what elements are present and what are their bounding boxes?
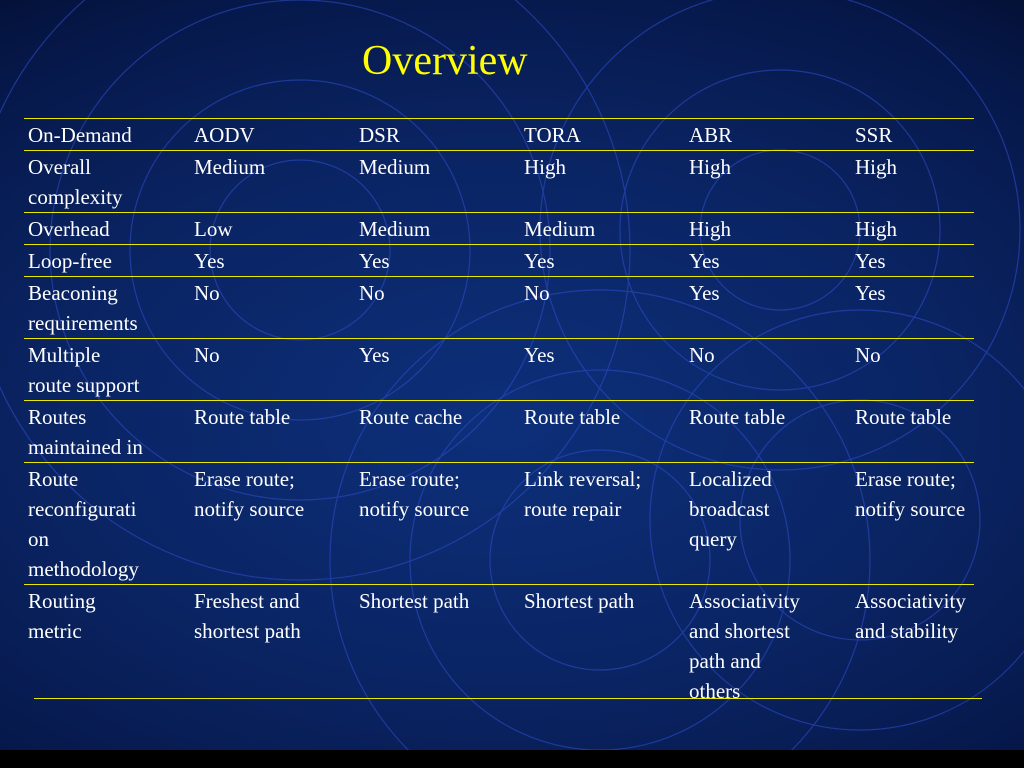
cell-line: Link reversal; <box>524 467 642 491</box>
table-cell <box>851 151 974 213</box>
table-cell <box>685 277 851 339</box>
table-cell <box>851 277 974 339</box>
table-cell <box>190 151 355 213</box>
header-cell: DSR <box>355 119 520 151</box>
cell-line: Yes <box>689 249 720 273</box>
table-cell <box>520 245 685 277</box>
table-cell <box>685 585 851 707</box>
cell-line <box>524 432 681 462</box>
cell-line: Route table <box>855 405 952 429</box>
table-cell <box>851 213 974 245</box>
cell-line: Loop-free <box>28 249 112 273</box>
table-row <box>24 401 974 463</box>
cell-line: Medium <box>359 155 431 179</box>
cell-line: and stability <box>855 619 959 643</box>
cell-line: Yes <box>359 343 390 367</box>
cell-line <box>689 182 847 212</box>
table-row <box>24 151 974 213</box>
cell-line <box>359 182 516 212</box>
cell-line <box>359 616 516 646</box>
cell-line: on <box>28 527 49 551</box>
bottom-band <box>0 750 1024 768</box>
table-cell <box>520 151 685 213</box>
row-label-cell <box>24 213 190 245</box>
cell-line: High <box>855 155 897 179</box>
cell-line: requirements <box>28 311 138 335</box>
table-row <box>24 585 974 707</box>
header-cell: TORA <box>520 119 685 151</box>
cell-line: Routes <box>28 405 87 429</box>
cell-line: shortest path <box>194 619 301 643</box>
table-cell <box>190 245 355 277</box>
table-cell <box>355 213 520 245</box>
cell-line: Route <box>28 467 79 491</box>
table-cell <box>190 277 355 339</box>
cell-line: notify source <box>359 497 470 521</box>
cell-line: No <box>855 343 881 367</box>
cell-line: Overall <box>28 155 91 179</box>
cell-line <box>524 182 681 212</box>
cell-line: Localized <box>689 467 772 491</box>
table-cell <box>355 277 520 339</box>
table-cell <box>355 585 520 707</box>
cell-line: Beaconing <box>28 281 118 305</box>
cell-line <box>359 370 516 400</box>
cell-line: No <box>689 343 715 367</box>
cell-line: route support <box>28 373 140 397</box>
table-cell <box>355 463 520 585</box>
table-row <box>24 245 974 277</box>
cell-line <box>194 524 351 554</box>
table-header-row <box>24 119 974 151</box>
cell-line <box>359 524 516 554</box>
table-cell <box>685 339 851 401</box>
cell-line: No <box>359 281 385 305</box>
row-label-cell <box>24 585 190 707</box>
table-cell <box>685 401 851 463</box>
cell-line <box>359 646 516 676</box>
cell-line: and shortest <box>689 619 790 643</box>
cell-line: route repair <box>524 497 622 521</box>
cell-line: path and <box>689 649 761 673</box>
row-label-cell <box>24 245 190 277</box>
table-row <box>24 463 974 585</box>
cell-line: Erase route; <box>855 467 956 491</box>
cell-line: reconfigurati <box>28 497 137 521</box>
cell-line: methodology <box>28 557 139 581</box>
cell-line <box>194 182 351 212</box>
cell-line: Route table <box>194 405 291 429</box>
cell-line <box>689 554 847 584</box>
table-cell <box>520 585 685 707</box>
cell-line: Low <box>194 217 233 241</box>
table-row <box>24 339 974 401</box>
cell-line: Associativity <box>689 589 800 613</box>
cell-line: Yes <box>524 343 555 367</box>
table-cell <box>520 463 685 585</box>
cell-line: High <box>524 155 566 179</box>
cell-line <box>28 676 186 706</box>
table-cell <box>355 245 520 277</box>
table-cell <box>355 151 520 213</box>
cell-line: No <box>194 343 220 367</box>
cell-line: Yes <box>194 249 225 273</box>
cell-line: Erase route; <box>194 467 295 491</box>
table-cell <box>851 245 974 277</box>
table-cell <box>190 463 355 585</box>
cell-line: Yes <box>524 249 555 273</box>
cell-line <box>855 554 970 584</box>
cell-line <box>194 432 351 462</box>
cell-line: Yes <box>855 249 886 273</box>
cell-line: No <box>194 281 220 305</box>
cell-line <box>359 432 516 462</box>
cell-line <box>855 182 970 212</box>
cell-line: Shortest path <box>359 589 470 613</box>
table-cell <box>685 213 851 245</box>
cell-line: Shortest path <box>524 589 635 613</box>
table-cell <box>355 401 520 463</box>
cell-line: Route cache <box>359 405 463 429</box>
header-cell: AODV <box>190 119 355 151</box>
cell-line: Route table <box>689 405 786 429</box>
cell-line: High <box>689 155 731 179</box>
cell-line: notify source <box>855 497 966 521</box>
cell-line: Multiple <box>28 343 101 367</box>
row-label-cell <box>24 401 190 463</box>
cell-line <box>855 308 970 338</box>
cell-line: complexity <box>28 185 123 209</box>
table-cell <box>190 401 355 463</box>
table-cell <box>520 213 685 245</box>
cell-line <box>524 616 681 646</box>
table-cell <box>190 213 355 245</box>
cell-line <box>689 432 847 462</box>
cell-line <box>28 646 186 676</box>
cell-line <box>689 308 847 338</box>
cell-line <box>194 308 351 338</box>
cell-line <box>524 676 681 706</box>
cell-line <box>359 308 516 338</box>
row-label-cell <box>24 151 190 213</box>
cell-line: others <box>689 679 741 703</box>
row-label-cell <box>24 463 190 585</box>
cell-line <box>855 524 970 554</box>
cell-line: Erase route; <box>359 467 460 491</box>
cell-line <box>524 554 681 584</box>
cell-line <box>194 554 351 584</box>
cell-line: maintained in <box>28 435 143 459</box>
cell-line: Medium <box>194 155 266 179</box>
cell-line: Routing <box>28 589 96 613</box>
cell-line <box>855 646 970 676</box>
cell-line: Overhead <box>28 217 110 241</box>
cell-line <box>359 676 516 706</box>
row-label-cell <box>24 339 190 401</box>
table-cell <box>520 277 685 339</box>
slide-title: Overview <box>362 38 528 84</box>
cell-line: metric <box>28 619 82 643</box>
cell-line <box>194 676 351 706</box>
table-cell <box>685 151 851 213</box>
cell-line <box>524 308 681 338</box>
cell-line: No <box>524 281 550 305</box>
table-cell <box>520 339 685 401</box>
comparison-table <box>24 118 974 706</box>
cell-line <box>524 646 681 676</box>
cell-line <box>689 370 847 400</box>
table-cell <box>851 585 974 707</box>
table-cell <box>190 585 355 707</box>
cell-line <box>524 524 681 554</box>
header-cell: ABR <box>685 119 851 151</box>
cell-line: Route table <box>524 405 621 429</box>
cell-line <box>194 370 351 400</box>
cell-line <box>194 646 351 676</box>
cell-line: High <box>689 217 731 241</box>
table-cell <box>851 463 974 585</box>
table-cell <box>685 463 851 585</box>
table-row <box>24 213 974 245</box>
table-cell <box>520 401 685 463</box>
cell-line: notify source <box>194 497 305 521</box>
table-cell <box>685 245 851 277</box>
cell-line <box>855 370 970 400</box>
cell-line: query <box>689 527 737 551</box>
cell-line: High <box>855 217 897 241</box>
table-cell <box>851 339 974 401</box>
bottom-divider <box>34 698 982 699</box>
cell-line: Freshest and <box>194 589 300 613</box>
cell-line: Yes <box>855 281 886 305</box>
cell-line: Medium <box>359 217 431 241</box>
cell-line: Associativity <box>855 589 966 613</box>
cell-line: Medium <box>524 217 596 241</box>
cell-line <box>524 370 681 400</box>
header-cell: On-Demand <box>24 119 190 151</box>
table-cell <box>355 339 520 401</box>
cell-line: broadcast <box>689 497 770 521</box>
table-body <box>24 119 974 707</box>
row-label-cell <box>24 277 190 339</box>
table-cell <box>190 339 355 401</box>
cell-line <box>855 676 970 706</box>
cell-line: Yes <box>689 281 720 305</box>
cell-line <box>359 554 516 584</box>
cell-line <box>855 432 970 462</box>
cell-line: Yes <box>359 249 390 273</box>
header-cell: SSR <box>851 119 974 151</box>
table-cell <box>851 401 974 463</box>
table-row <box>24 277 974 339</box>
